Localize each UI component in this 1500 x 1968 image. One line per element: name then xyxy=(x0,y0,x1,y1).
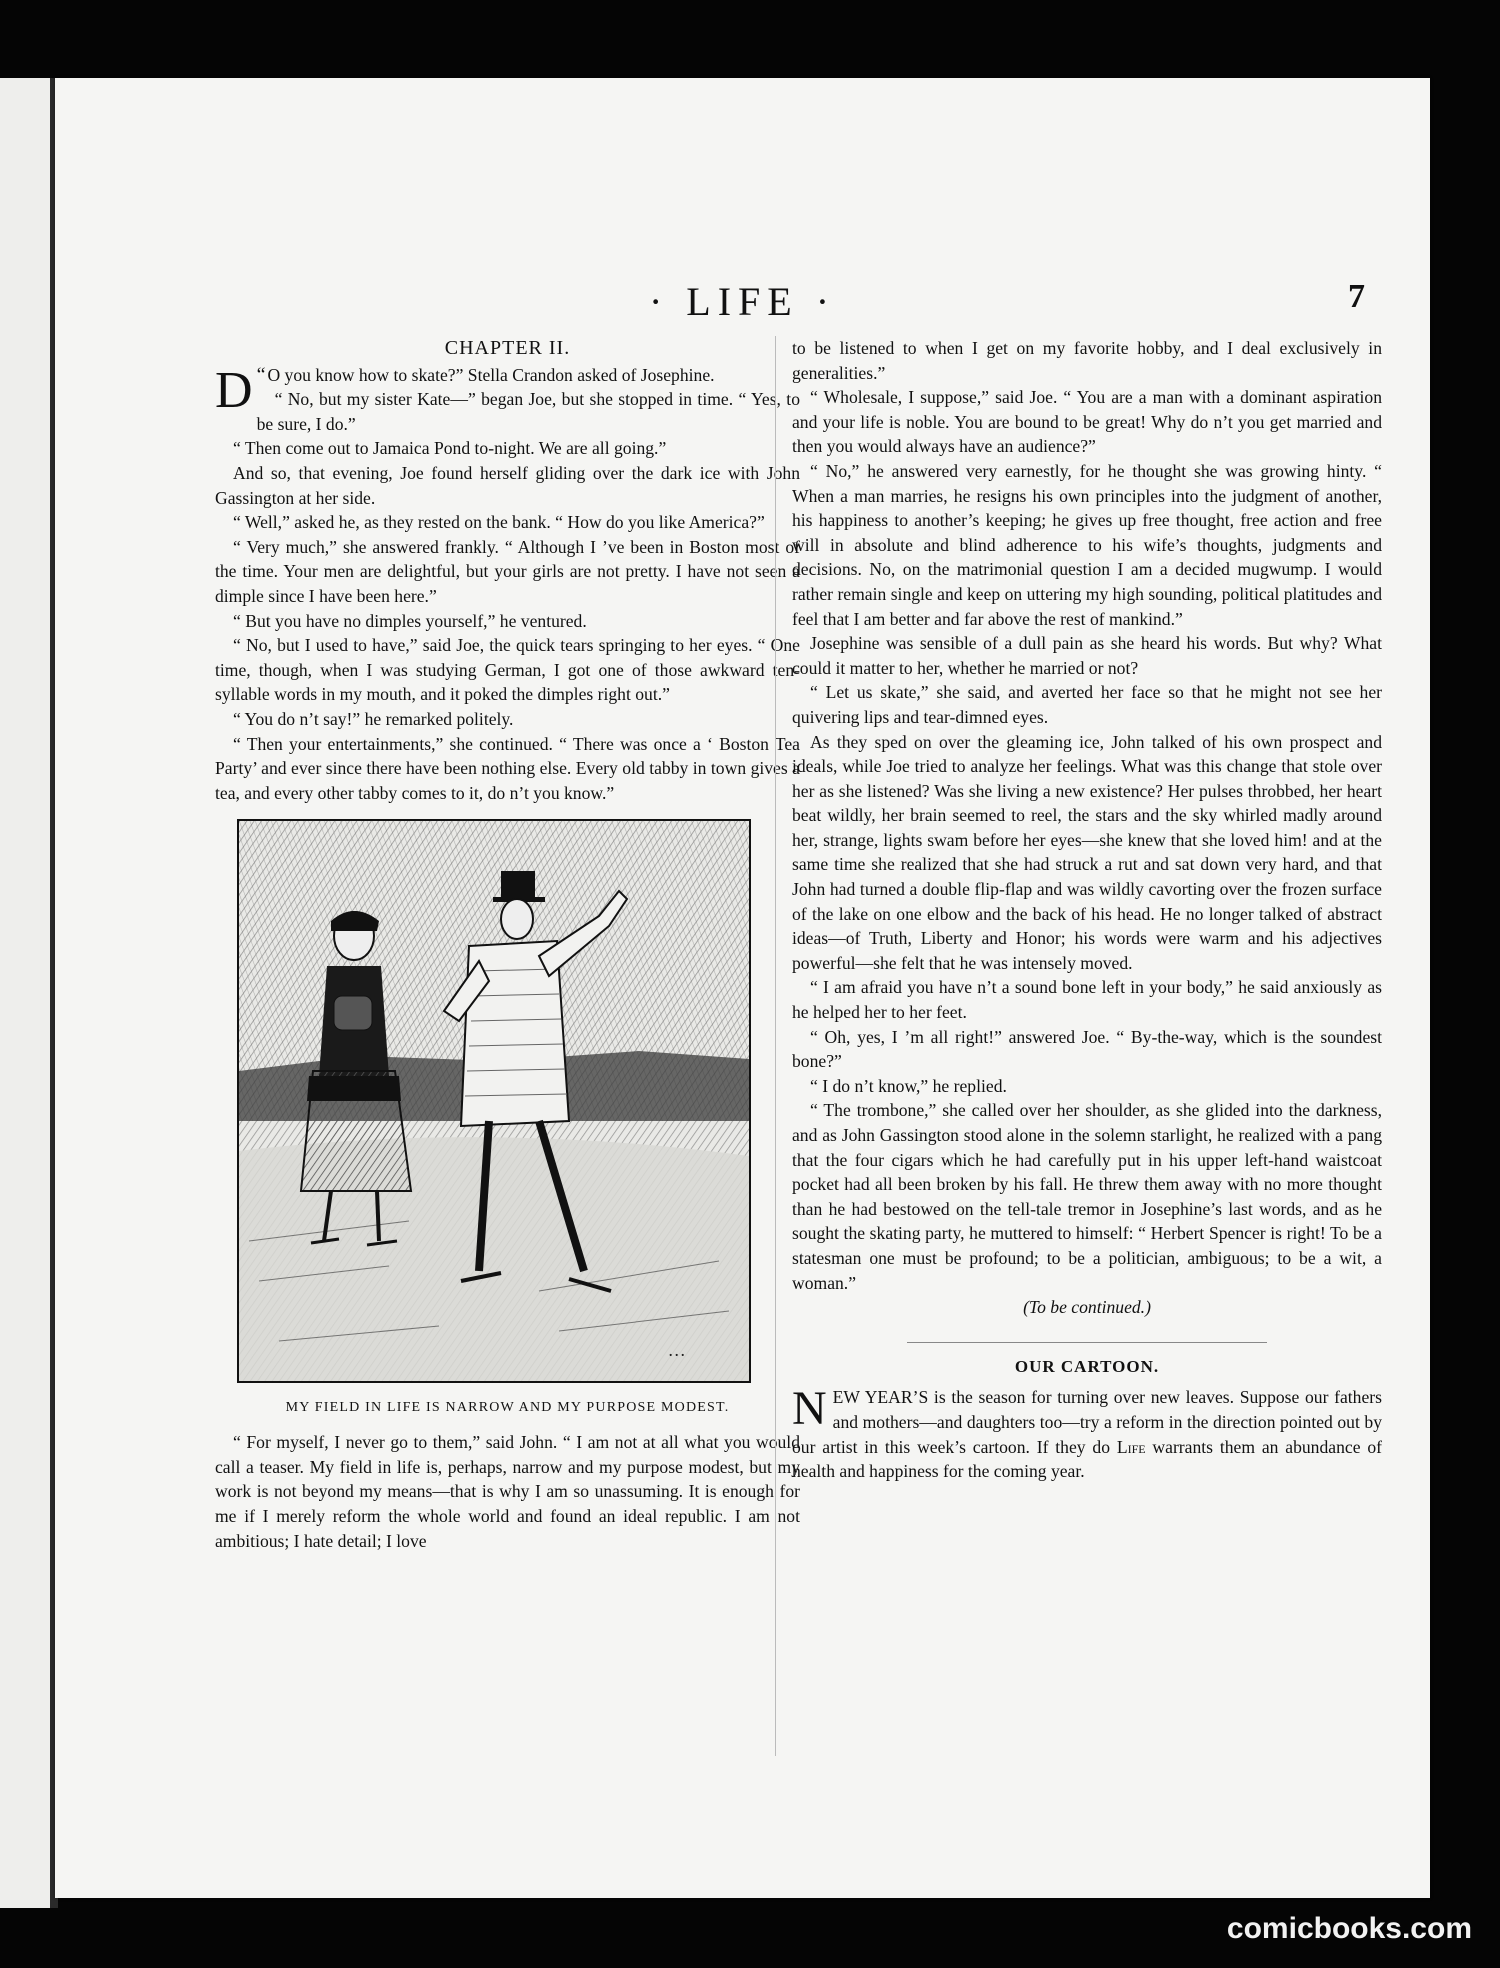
body-paragraph: And so, that evening, Joe found herself gliding over the dark ice with John Gassington at her side. xyxy=(215,462,800,508)
left-paragraphs-after-image xyxy=(215,1430,800,1553)
right-column xyxy=(775,336,1382,1756)
opening-quote: “ xyxy=(256,363,266,386)
cartoon-life-name: Life xyxy=(1116,1436,1146,1457)
our-cartoon-heading: OUR CARTOON. xyxy=(907,1342,1267,1380)
body-paragraph: “ No,” he answered very earnestly, for he thought she was growing hinty. “ When a man marries, he resigns his own principles into the judgment of another, his happiness to another’s keeping; he gives up free thought, free action and free will in absolute and blind adherence to his wife’s thoughts, judgments and decisions. No, on the matrimonial question I am a decided mugwump. I would rather remain single and keep on uttering my high sounding, political platitudes and feel that I am better and far above the rest of mankind.” xyxy=(792,460,1382,629)
body-paragraph: “ Very much,” she answered frankly. “ Although I ’ve been in Boston most of the time. Your men are delightful, but your girls are not pretty. I have not seen a dimple since I have been here.” xyxy=(215,536,800,606)
body-paragraph: “ Oh, yes, I ’m all right!” answered Joe. “ By-the-way, which is the soundest bone?” xyxy=(792,1026,1382,1072)
body-paragraph: “ I am afraid you have n’t a sound bone left in your body,” he said anxiously as he helped her to her feet. xyxy=(792,977,1382,1023)
left-paragraphs-before-image xyxy=(215,387,800,805)
body-paragraph: “ I do n’t know,” he replied. xyxy=(810,1075,1007,1096)
body-paragraph: “ Then your entertainments,” she continued. “ There was once a ‘ Boston Tea Party’ and ever since there have been nothing else. Every old tabby in town gives a tea, and every other tabby comes to it, do n’t you know.” xyxy=(215,733,800,803)
body-paragraph: “ Then come out to Jamaica Pond to-night. We are all going.” xyxy=(233,438,667,459)
chapter-heading: CHAPTER II. xyxy=(444,337,571,359)
skating-illustration xyxy=(237,819,751,1383)
artist-signature: … xyxy=(669,1340,686,1361)
body-paragraph: “ You do n’t say!” he remarked politely. xyxy=(233,708,514,729)
drop-cap: D xyxy=(215,361,253,419)
to-be-continued: (To be continued.) xyxy=(1023,1297,1151,1318)
skating-couple-drawing xyxy=(239,821,749,1381)
body-paragraph: “ Wholesale, I suppose,” said Joe. “ You are a man with a dominant aspiration and your life is noble. You are bound to be great! Why do n’t you get married and then you would always have an audience?” xyxy=(792,387,1382,457)
body-paragraph: “ No, but my sister Kate—” began Joe, but she stopped in time. “ Yes, to be sure, I do.” xyxy=(256,389,800,434)
adjacent-page-edge xyxy=(0,78,58,1908)
page-number: 7 xyxy=(1348,278,1365,315)
cartoon-text-start: EW YEAR’S is the season for turning over new leaves. Suppose our fathers and mothers—and daughters too—try a reform in the direction pointed out by our artist in this week’s cartoon. If they do xyxy=(792,1387,1382,1457)
body-paragraph: “ No, but I used to have,” said Joe, the quick tears springing to her eyes. “ One time, though, when I was studying German, I got one of those awkward ten-syllable words in my mouth, and it poked the dimples right out.” xyxy=(215,635,800,705)
left-column xyxy=(215,336,800,1553)
opening-text: O you know how to skate?” Stella Crandon asked of Josephine. xyxy=(267,364,715,385)
site-watermark: comicbooks.com xyxy=(1226,1912,1472,1945)
page-header xyxy=(55,278,1430,328)
cartoon-text-end: warrants them an abundance of health and happiness for the coming year. xyxy=(792,1436,1382,1482)
body-paragraph: “ The trombone,” she called over her shoulder, as she glided into the darkness, and as John Gassington stood alone in the solemn starlight, he realized with a pang that the four cigars which he had carefully put in his upper left-hand waistcoat pocket had all been broken by his fall. He threw them away with no more thought than he had bestowed on the tell-tale tremor in Josephine’s last words, and as he sought the skating party, he muttered to himself: “ Herbert Spencer is right! To be a statesman one must be profound; to be a politician, ambiguous; to be a wit, a woman.” xyxy=(792,1100,1382,1293)
magazine-title: · LIFE · xyxy=(648,279,837,324)
cartoon-drop-cap: N xyxy=(792,1382,827,1436)
magazine-page xyxy=(55,78,1430,1898)
illustration-caption: MY FIELD IN LIFE IS NARROW AND MY PURPOSE MODEST. xyxy=(285,1400,730,1416)
body-paragraph: Josephine was sensible of a dull pain as she heard his words. But why? What could it matter to her, whether he married or not? xyxy=(792,633,1382,678)
right-paragraphs xyxy=(792,336,1382,1295)
body-paragraph: to be listened to when I get on my favorite hobby, and I deal exclusively in generalities.” xyxy=(792,338,1382,383)
our-cartoon-paragraph xyxy=(792,1382,1382,1483)
body-paragraph: As they sped on over the gleaming ice, John talked of his own prospect and ideals, while Joe tried to analyze her feelings. What was this change that stole over her as she listened? Was she living a new existence? Her pulses throbbed, her heart beat wildly, her brain seemed to reel, the stars and the sky whirled madly around her, strange, lights swam before her eyes—she knew that she loved him! and at the same time she realized that she had struck a rut and sat down very hard, and that John had turned a double flip-flap and was wildly cavorting over the frozen surface of the lake on one elbow and the back of his head. He no longer talked of abstract ideas—of Truth, Liberty and Honor; his words were warm and his adjectives powerful—she felt that he was intensely moved. xyxy=(792,731,1382,973)
body-paragraph: “ Let us skate,” she said, and averted her face so that he might not see her quivering lips and tear-dimned eyes. xyxy=(792,682,1382,727)
body-paragraph: “ For myself, I never go to them,” said John. “ I am not at all what you would call a teaser. My field in life is, perhaps, narrow and my purpose modest, but my work is not beyond my means—that is why I am so unassuming. It is enough for me if I merely reform the whole world and found an ideal republic. I am not ambitious; I hate detail; I love xyxy=(215,1432,800,1551)
body-paragraph: “ But you have no dimples yourself,” he ventured. xyxy=(233,610,587,631)
body-paragraph: “ Well,” asked he, as they rested on the bank. “ How do you like America?” xyxy=(233,512,765,533)
